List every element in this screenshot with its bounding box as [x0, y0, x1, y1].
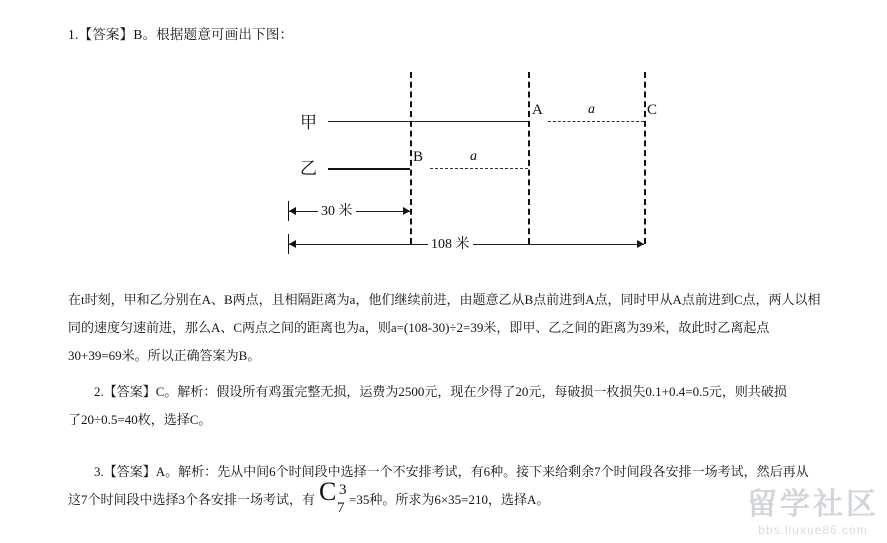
watermark	[747, 479, 879, 537]
dashed-line-c	[644, 72, 646, 244]
answer-3-line-2-post: =35种。所求为6×35=210，选择A。	[349, 492, 550, 507]
dim108-right-arrow	[637, 240, 644, 248]
label-jia: 甲	[300, 113, 317, 132]
dim30-left-arrow	[289, 207, 296, 215]
answer-2-block	[68, 378, 858, 434]
jia-line	[328, 121, 528, 122]
point-c-label: C	[647, 102, 658, 118]
watermark-url-text: bbs.liuxue86.com	[758, 523, 868, 537]
dim108-left-arrow	[289, 240, 296, 248]
answer-3-block	[68, 458, 858, 514]
answer-3-line-1: 3.【答案】A。解析：先从中间6个时间段中选择一个不安排考试，有6种。接下来给剩余7个时间段各安排一场考试，然后再从	[94, 464, 809, 479]
combination-superscript: 3	[339, 482, 347, 498]
combination-c: C	[319, 477, 337, 506]
jia-dashed-segment	[548, 121, 644, 122]
segment-a-top-label: a	[588, 102, 595, 117]
explanation-line-1: 在t时刻，甲和乙分别在A、B两点，且相隔距离为a，他们继续前进，由题意乙从B点前进到A点，同时甲从A点前进到C点，两人以相	[68, 292, 821, 307]
answer-2-line-1: 2.【答案】C。解析：假设所有鸡蛋完整无损，运费为2500元，现在少得了20元，每破损一枚损失0.1+0.4=0.5元，则共破损	[94, 384, 787, 399]
answer-1-heading: 1.【答案】B。根据题意可画出下图：	[68, 27, 294, 42]
answer-2-line-2: 了20÷0.5=40枚，选择C。	[68, 412, 212, 427]
label-yi: 乙	[300, 159, 317, 178]
combination-subscript: 7	[337, 500, 345, 516]
answer-3-line-2	[68, 477, 858, 516]
dashed-line-a	[528, 72, 530, 244]
yi-dashed-segment	[430, 168, 528, 169]
explanation-line-2: 同的速度匀速前进，那么A、C两点之间的距离也为a，则a=(108-30)÷2=39米，即甲、乙之间的距离为39米，故此时乙离起点	[68, 320, 770, 335]
dim108-label: 108 米	[428, 233, 473, 253]
point-a-label: A	[532, 102, 543, 118]
dim30-label: 30 米	[318, 200, 356, 220]
dim30-right-arrow	[403, 207, 410, 215]
point-b-label: B	[413, 149, 424, 165]
yi-line	[328, 168, 410, 170]
explanation-line-3: 30+39=69米。所以正确答案为B。	[68, 348, 261, 363]
combination-symbol	[315, 477, 349, 516]
segment-a-mid-label: a	[470, 149, 477, 164]
dashed-line-start	[410, 72, 412, 244]
answer-1-explanation	[68, 286, 848, 370]
diagram-figure	[270, 62, 670, 262]
watermark-main-text: 留学社区	[747, 488, 879, 521]
answer-3-line-2-pre: 这7个时间段中选择3个各安排一场考试，有	[68, 492, 316, 507]
